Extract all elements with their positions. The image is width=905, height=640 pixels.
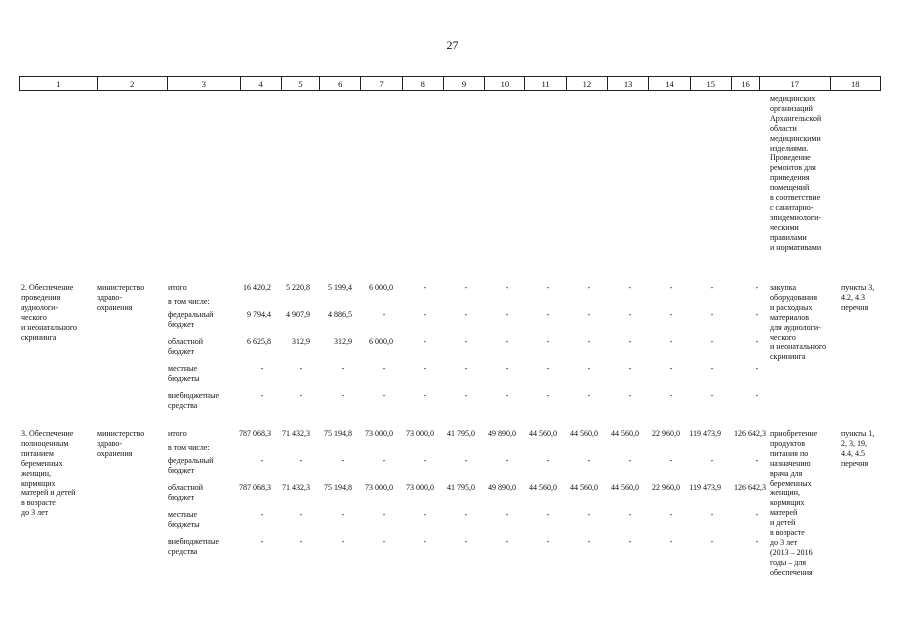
amount-cell: - [755, 537, 759, 546]
amount-cell: - [628, 391, 632, 400]
amount-cell: 75 194,8 [324, 483, 352, 492]
amount-cell: - [341, 391, 345, 400]
amount-cell: - [423, 364, 427, 373]
amount-cell: - [587, 510, 591, 519]
column-number: 17 [760, 77, 830, 91]
amount-cell: - [546, 337, 550, 346]
amount-cell: - [669, 391, 673, 400]
expected-result: приобретение продуктов питания по назначению врача для беременных женщин, кормящих матерей и детей в возрасте до 3 лет (2013 – 2016 годы – для обеспечения [770, 429, 818, 577]
amount-cell: 44 560,0 [611, 483, 639, 492]
column-number: 6 [320, 77, 361, 91]
amount-cell: - [299, 537, 303, 546]
amount-cell: - [628, 364, 632, 373]
amount-cell: 41 795,0 [447, 429, 475, 438]
amount-cell: - [587, 310, 591, 319]
amount-cell: 312,9 [292, 337, 310, 346]
amount-cell: 126 642,3 [734, 483, 766, 492]
amount-cell: - [260, 391, 264, 400]
amount-cell: 16 420,2 [243, 283, 271, 292]
amount-cell: - [260, 537, 264, 546]
amount-cell: - [505, 364, 509, 373]
funding-source-label: в том числе: [168, 297, 210, 306]
amount-cell: - [464, 283, 468, 292]
amount-cell: - [628, 456, 632, 465]
amount-cell: 44 560,0 [570, 429, 598, 438]
amount-cell: - [423, 391, 427, 400]
activity-name: 2. Обеспечение проведения аудиологи- ческого и неонатального скрининга [21, 283, 77, 342]
amount-cell: - [587, 283, 591, 292]
amount-cell: 6 000,0 [369, 337, 393, 346]
amount-cell: - [628, 337, 632, 346]
amount-cell: - [669, 456, 673, 465]
amount-cell: 71 432,3 [282, 429, 310, 438]
amount-cell: - [341, 537, 345, 546]
amount-cell: 73 000,0 [406, 429, 434, 438]
amount-cell: - [546, 537, 550, 546]
amount-cell: - [546, 391, 550, 400]
amount-cell: 787 068,3 [239, 429, 271, 438]
amount-cell: - [464, 391, 468, 400]
amount-cell: - [546, 283, 550, 292]
amount-cell: 41 795,0 [447, 483, 475, 492]
amount-cell: - [423, 537, 427, 546]
amount-cell: - [464, 364, 468, 373]
column-number: 5 [281, 77, 319, 91]
continued-result-text: медицинских организаций Архангельской области медицинскими изделиями. Проведение ремонтов для приведения помещений в соответствие с санитарно- эпидемиологи- ческими правилами и нормативами [770, 94, 822, 252]
amount-cell: - [423, 310, 427, 319]
executor: министерство здраво- охранения [97, 283, 145, 312]
amount-cell: - [669, 337, 673, 346]
activity-name: 3. Обеспечение полноценным питанием беременных женщин, кормящих матерей и детей в возрасте до 3 лет [21, 429, 76, 518]
amount-cell: - [464, 537, 468, 546]
funding-source-label: внебюджетные средства [168, 391, 219, 410]
amount-cell: - [341, 510, 345, 519]
funding-source-label: федеральный бюджет [168, 456, 214, 475]
amount-cell: 119 473,9 [689, 483, 721, 492]
amount-cell: 44 560,0 [570, 483, 598, 492]
amount-cell: 9 794,4 [247, 310, 271, 319]
amount-cell: - [710, 510, 714, 519]
amount-cell: - [505, 537, 509, 546]
column-number: 14 [649, 77, 690, 91]
amount-cell: - [628, 510, 632, 519]
amount-cell: 49 890,0 [488, 429, 516, 438]
amount-cell: - [669, 510, 673, 519]
amount-cell: 126 642,3 [734, 429, 766, 438]
column-number: 1 [20, 77, 98, 91]
amount-cell: - [710, 391, 714, 400]
funding-source-label: итого [168, 429, 187, 438]
amount-cell: 44 560,0 [529, 483, 557, 492]
amount-cell: 73 000,0 [365, 483, 393, 492]
column-number: 2 [97, 77, 167, 91]
amount-cell: - [755, 310, 759, 319]
column-number: 9 [443, 77, 484, 91]
amount-cell: - [587, 364, 591, 373]
amount-cell: 119 473,9 [689, 429, 721, 438]
amount-cell: - [710, 537, 714, 546]
amount-cell: 4 886,5 [328, 310, 352, 319]
column-number: 18 [830, 77, 880, 91]
page-number: 27 [446, 38, 459, 52]
amount-cell: - [260, 510, 264, 519]
amount-cell: - [710, 364, 714, 373]
column-number: 4 [240, 77, 281, 91]
amount-cell: - [755, 510, 759, 519]
column-header-row [19, 76, 881, 91]
funding-source-label: внебюджетные средства [168, 537, 219, 556]
amount-cell: - [464, 310, 468, 319]
amount-cell: - [299, 364, 303, 373]
amount-cell: - [587, 391, 591, 400]
amount-cell: - [505, 337, 509, 346]
amount-cell: - [755, 391, 759, 400]
amount-cell: 22 960,0 [652, 429, 680, 438]
amount-cell: - [669, 310, 673, 319]
amount-cell: 73 000,0 [406, 483, 434, 492]
amount-cell: - [755, 283, 759, 292]
amount-cell: 44 560,0 [529, 429, 557, 438]
funding-source-label: в том числе: [168, 443, 210, 452]
amount-cell: - [299, 456, 303, 465]
amount-cell: - [299, 510, 303, 519]
column-number: 3 [168, 77, 241, 91]
amount-cell: - [628, 283, 632, 292]
amount-cell: 787 068,3 [239, 483, 271, 492]
amount-cell: - [669, 283, 673, 292]
amount-cell: - [755, 456, 759, 465]
amount-cell: - [755, 337, 759, 346]
executor: министерство здраво- охранения [97, 429, 145, 458]
amount-cell: - [710, 310, 714, 319]
amount-cell: - [628, 537, 632, 546]
amount-cell: - [710, 283, 714, 292]
amount-cell: - [587, 337, 591, 346]
amount-cell: - [341, 456, 345, 465]
column-number: 7 [361, 77, 402, 91]
amount-cell: - [669, 537, 673, 546]
column-number: 11 [525, 77, 566, 91]
amount-cell: 75 194,8 [324, 429, 352, 438]
amount-cell: - [587, 456, 591, 465]
amount-cell: - [382, 310, 386, 319]
list-reference: пункты 3, 4.2, 4.3 перечня [841, 283, 875, 312]
amount-cell: - [260, 364, 264, 373]
amount-cell: 312,9 [334, 337, 352, 346]
amount-cell: - [299, 391, 303, 400]
amount-cell: - [382, 364, 386, 373]
funding-source-label: местные бюджеты [168, 364, 200, 383]
amount-cell: - [464, 510, 468, 519]
column-number: 15 [690, 77, 731, 91]
column-number: 12 [566, 77, 607, 91]
funding-source-label: итого [168, 283, 187, 292]
amount-cell: - [464, 456, 468, 465]
amount-cell: - [423, 456, 427, 465]
amount-cell: - [505, 510, 509, 519]
amount-cell: - [423, 510, 427, 519]
funding-source-label: областной бюджет [168, 483, 204, 502]
amount-cell: 22 960,0 [652, 483, 680, 492]
amount-cell: 71 432,3 [282, 483, 310, 492]
amount-cell: - [382, 391, 386, 400]
amount-cell: - [710, 337, 714, 346]
amount-cell: - [382, 456, 386, 465]
amount-cell: - [587, 537, 591, 546]
amount-cell: - [546, 510, 550, 519]
column-number: 8 [402, 77, 443, 91]
list-reference: пункты 1, 2, 3, 19, 4.4, 4.5 перечня [841, 429, 875, 468]
funding-source-label: местные бюджеты [168, 510, 200, 529]
amount-cell: 44 560,0 [611, 429, 639, 438]
amount-cell: 4 907,9 [286, 310, 310, 319]
amount-cell: 6 000,0 [369, 283, 393, 292]
amount-cell: 49 890,0 [488, 483, 516, 492]
amount-cell: 5 199,4 [328, 283, 352, 292]
column-number: 13 [608, 77, 649, 91]
amount-cell: - [341, 364, 345, 373]
amount-cell: - [260, 456, 264, 465]
amount-cell: 5 220,8 [286, 283, 310, 292]
amount-cell: - [382, 537, 386, 546]
amount-cell: - [669, 364, 673, 373]
column-number: 10 [485, 77, 525, 91]
expected-result: закупка оборудования и расходных материалов для аудиологи- ческого и неонатального скрининга [770, 283, 826, 362]
amount-cell: - [423, 337, 427, 346]
amount-cell: - [755, 364, 759, 373]
amount-cell: - [423, 283, 427, 292]
amount-cell: 6 625,8 [247, 337, 271, 346]
amount-cell: - [505, 391, 509, 400]
amount-cell: - [628, 310, 632, 319]
amount-cell: - [710, 456, 714, 465]
amount-cell: - [464, 337, 468, 346]
funding-source-label: федеральный бюджет [168, 310, 214, 329]
column-number: 16 [731, 77, 759, 91]
amount-cell: - [546, 456, 550, 465]
amount-cell: - [546, 364, 550, 373]
funding-source-label: областной бюджет [168, 337, 204, 356]
amount-cell: - [546, 310, 550, 319]
amount-cell: - [505, 310, 509, 319]
amount-cell: - [505, 283, 509, 292]
amount-cell: 73 000,0 [365, 429, 393, 438]
amount-cell: - [382, 510, 386, 519]
amount-cell: - [505, 456, 509, 465]
